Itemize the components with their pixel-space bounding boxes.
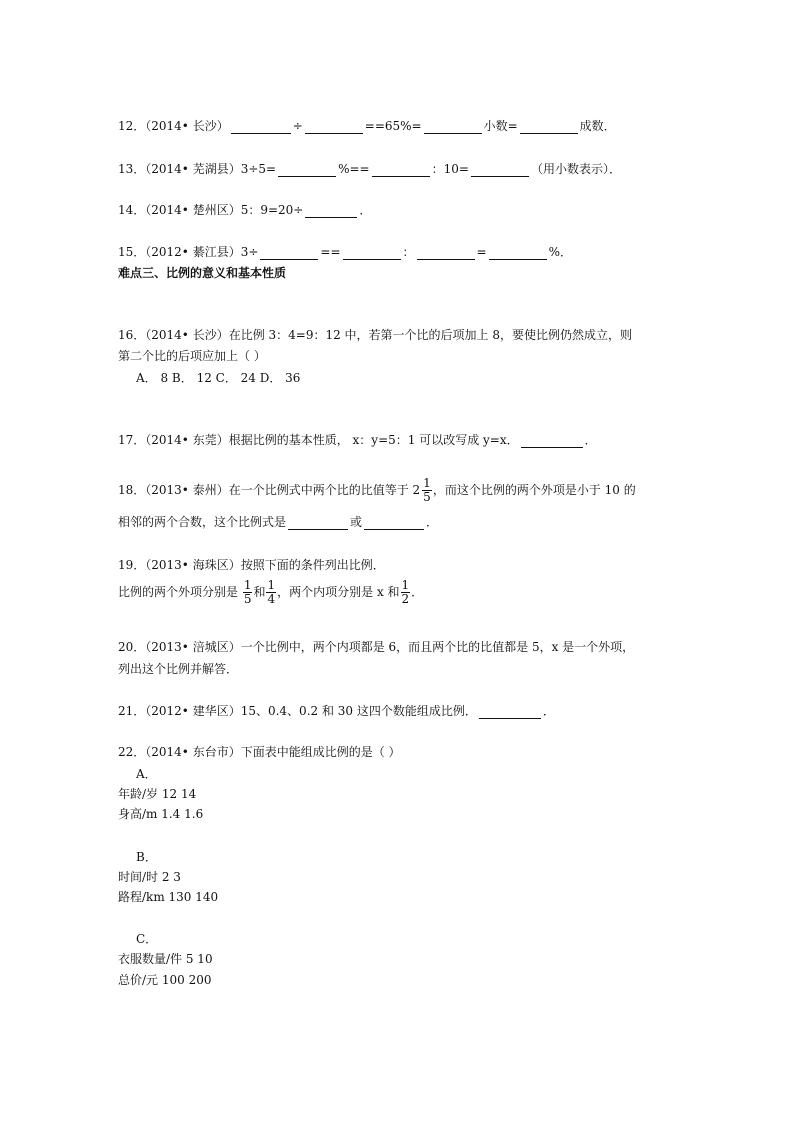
q15-eq2: = [476, 245, 487, 259]
q19-f2-den: 4 [267, 592, 276, 606]
q12-blank-2[interactable] [305, 121, 363, 134]
q22-option-a-row-2: 身高/m 1.4 1.6 [118, 807, 204, 821]
q13-pct: %== [338, 162, 370, 176]
q19-line-2 [118, 577, 423, 607]
question-21 [118, 703, 555, 719]
question-12 [118, 118, 616, 134]
q22-option-a-row-1: 年龄/岁 12 14 [118, 787, 197, 801]
q19-mid: ，两个内项分别是 x 和 [277, 585, 400, 599]
q21-blank-1[interactable] [479, 706, 541, 719]
q22-option-b-row-2: 路程/km 130 140 [118, 890, 219, 904]
q15-end: %． [548, 245, 572, 259]
q12-blank-3[interactable] [424, 121, 482, 134]
q15-eq: == [320, 245, 341, 259]
q15-blank-2[interactable] [343, 247, 401, 260]
q16-line-1: 16．（2014• 长沙）在比例 3：4=9：12 中，若第一个比的后项加上 8，要使比例仍然成立，则 [118, 328, 633, 342]
q19-f3-den: 2 [401, 592, 410, 606]
q13-blank-3[interactable] [471, 164, 529, 177]
q19-fraction-2 [266, 579, 276, 606]
q18-blank-1[interactable] [288, 517, 348, 530]
q12-div: ÷ [292, 119, 303, 133]
q17-blank-1[interactable] [521, 435, 583, 448]
q19-f3-num: 1 [401, 578, 410, 592]
question-15 [118, 244, 572, 260]
q19-prefix: 比例的两个外项分别是 [118, 585, 242, 599]
section-heading: 难点三、比例的意义和基本性质 [118, 266, 287, 280]
q22-option-c-row-2: 总价/元 100 200 [118, 973, 212, 987]
q12-eq: ==65%= [364, 119, 422, 133]
q12-mid: 小数= [483, 119, 518, 133]
question-13 [118, 161, 621, 177]
q18-line2-text: 相邻的两个合数，这个比例式是 [118, 515, 287, 529]
q18-post: ，而这个比例的两个外项是小于 10 的 [432, 483, 636, 497]
q18-blank-2[interactable] [364, 517, 424, 530]
question-14 [118, 202, 371, 218]
q13-end: （用小数表示）． [530, 162, 621, 176]
q15-blank-1[interactable] [260, 247, 318, 260]
q22-option-a-label: A． [136, 767, 157, 781]
q22-option-c-row-1: 衣服数量/件 5 10 [118, 952, 213, 966]
q18-line-2 [118, 514, 438, 530]
q16-options: A． 8 B． 12 C． 24 D． 36 [136, 371, 301, 385]
q13-prefix: 13．（2014• 芜湖县）3÷5= [118, 162, 277, 176]
q15-blank-3[interactable] [417, 247, 475, 260]
q12-blank-4[interactable] [520, 121, 578, 134]
q18-end: ． [426, 515, 439, 529]
q22-line-1: 22．（2014• 东台市）下面表中能组成比例的是（ ） [118, 745, 401, 759]
q22-option-c-label: C． [136, 932, 158, 946]
q20-line-1: 20．（2013• 涪城区）一个比例中，两个内项都是 6，而且两个比的比值都是 5，x 是一个外项， [118, 640, 635, 654]
q22-option-b-label: B． [136, 850, 157, 864]
q19-line-1: 19．（2013• 海珠区）按照下面的条件列出比例． [118, 558, 385, 572]
q14-end: ． [359, 203, 372, 217]
q22-option-b-row-1: 时间/时 2 3 [118, 870, 181, 884]
q14-prefix: 14．（2014• 楚州区）5：9=20÷ [118, 203, 304, 217]
q19-and: 和 [253, 585, 266, 599]
q12-blank-1[interactable] [231, 121, 291, 134]
q17-prefix: 17．（2014• 东莞）根据比例的基本性质， x：y=5：1 可以改写成 y=x． [118, 433, 519, 447]
q21-prefix: 21．（2012• 建华区）15、0.4、0.2 和 30 这四个数能组成比例． [118, 704, 477, 718]
q12-end: 成数． [579, 119, 616, 133]
q19-fraction-3 [401, 579, 411, 606]
q14-blank-1[interactable] [305, 205, 357, 218]
q18-frac-den: 5 [423, 490, 431, 504]
q18-prefix: 18．（2013• 泰州）在一个比例式中两个比的比值等于 [118, 483, 413, 497]
q15-colon: ： [402, 245, 415, 259]
q12-prefix: 12．（2014• 长沙） [118, 119, 229, 133]
q19-end: ． [411, 585, 424, 599]
q20-line-2: 列出这个比例并解答． [118, 662, 239, 676]
q19-f1-den: 5 [243, 592, 252, 606]
q15-prefix: 15．（2012• 綦江县）3÷ [118, 245, 259, 259]
q16-line-2: 第二个比的后项应加上（ ） [118, 349, 266, 363]
q17-end: ． [584, 433, 597, 447]
q19-fraction-1 [243, 579, 253, 606]
q19-f2-num: 1 [267, 578, 276, 592]
q18-or: 或 [350, 515, 363, 529]
q13-colon: ：10= [431, 162, 469, 176]
q13-blank-2[interactable] [372, 164, 430, 177]
question-17 [118, 432, 597, 448]
q19-f1-num: 1 [243, 578, 252, 592]
q15-blank-4[interactable] [489, 247, 547, 260]
q21-end: ． [542, 704, 555, 718]
q18-frac-num: 1 [423, 476, 431, 490]
q18-mixed-int: 2 [412, 483, 421, 497]
q18-fraction [422, 477, 432, 504]
q13-blank-1[interactable] [278, 164, 336, 177]
q18-line-1 [118, 476, 636, 504]
